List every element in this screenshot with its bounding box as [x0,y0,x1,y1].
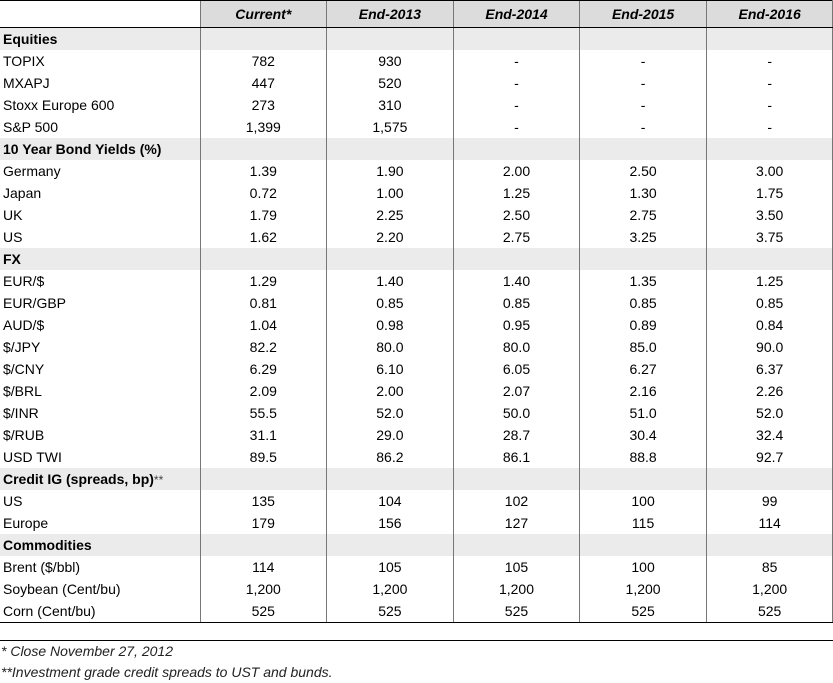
table-cell: 100 [580,490,707,512]
section-title [0,468,200,490]
row-label: $/INR [3,405,39,421]
column-header-label [0,1,200,28]
column-header-end-2015: End-2015 [580,1,707,28]
section-empty-cell [453,28,580,51]
table-cell: 105 [327,556,454,578]
table-row [0,292,833,314]
table-row [0,358,833,380]
table-cell: - [580,116,707,138]
section-title-text: 10 Year Bond Yields (%) [3,141,162,157]
section-empty-cell [453,534,580,556]
footnote-close-date: * Close November 27, 2012 [1,643,173,659]
table-row [0,226,833,248]
section-title-text: Equities [3,31,58,47]
table-cell: 2.00 [327,380,454,402]
table-cell: 31.1 [200,424,327,446]
table-cell: - [706,72,833,94]
table-cell: 105 [453,556,580,578]
row-label: TOPIX [3,53,45,69]
table-cell: 0.81 [200,292,327,314]
section-empty-cell [580,138,707,160]
table-cell: 525 [453,600,580,623]
table-cell: 1.35 [580,270,707,292]
section-title-text: Commodities [3,537,92,553]
table-cell: 0.98 [327,314,454,336]
section-empty-cell [706,138,833,160]
table-cell: 29.0 [327,424,454,446]
table-cell: 2.09 [200,380,327,402]
table-cell: 447 [200,72,327,94]
row-label: Japan [3,185,42,201]
table-cell: 100 [580,556,707,578]
table-cell: 6.29 [200,358,327,380]
table-cell: - [706,94,833,116]
table-cell: 3.25 [580,226,707,248]
section-title-text: FX [3,251,21,267]
table-cell: 2.25 [327,204,454,226]
table-cell: 6.10 [327,358,454,380]
table-row [0,600,833,623]
table-cell: 2.00 [453,160,580,182]
table-cell: 2.20 [327,226,454,248]
table-cell: - [706,116,833,138]
table-cell: 104 [327,490,454,512]
table-cell: 1.39 [200,160,327,182]
table-row [0,50,833,72]
section-empty-cell [327,468,454,490]
section-header-row [0,28,833,51]
row-label: Brent ($/bbl) [3,559,81,575]
footnote-credit-spreads: **Investment grade credit spreads to UST and bunds. [1,664,333,680]
table-cell: 1,200 [706,578,833,600]
row-label: $/RUB [3,427,45,443]
table-cell: 2.75 [580,204,707,226]
table-cell: 85 [706,556,833,578]
section-empty-cell [327,138,454,160]
table-cell: 55.5 [200,402,327,424]
table-cell: 32.4 [706,424,833,446]
section-title [0,138,200,160]
section-empty-cell [327,28,454,51]
section-title [0,28,200,51]
table-row [0,424,833,446]
table-cell: 1.25 [706,270,833,292]
table-cell: 2.26 [706,380,833,402]
table-cell: 525 [706,600,833,623]
column-header-end-2013: End-2013 [327,1,454,28]
table-row [0,72,833,94]
table-cell: - [580,72,707,94]
table-cell: 3.50 [706,204,833,226]
table-cell: 6.37 [706,358,833,380]
row-label: EUR/GBP [3,295,67,311]
table-cell: 6.05 [453,358,580,380]
row-label: $/CNY [3,361,45,377]
table-cell: 1,200 [580,578,707,600]
table-row [0,314,833,336]
table-cell: 930 [327,50,454,72]
table-cell: 90.0 [706,336,833,358]
section-empty-cell [200,468,327,490]
row-label: AUD/$ [3,317,45,333]
table-cell: 1,399 [200,116,327,138]
table-cell: 92.7 [706,446,833,468]
table-cell: 0.95 [453,314,580,336]
table-cell: 0.85 [580,292,707,314]
table-cell: 2.50 [580,160,707,182]
row-label: S&P 500 [3,119,59,135]
section-empty-cell [706,248,833,270]
table-cell: - [580,50,707,72]
section-empty-cell [453,138,580,160]
section-title-text: Credit IG (spreads, bp) [3,471,154,487]
table-row [0,270,833,292]
table-row [0,490,833,512]
section-empty-cell [706,534,833,556]
section-note-marker: ** [153,473,164,487]
table-cell: 135 [200,490,327,512]
table-cell: 273 [200,94,327,116]
table-cell: 1.62 [200,226,327,248]
section-empty-cell [580,248,707,270]
table-cell: - [706,50,833,72]
table-row [0,182,833,204]
table-row [0,512,833,534]
table-row [0,336,833,358]
table-cell: 1.04 [200,314,327,336]
table-cell: 102 [453,490,580,512]
row-label: Soybean (Cent/bu) [3,581,121,597]
table-cell: 0.85 [453,292,580,314]
header-row [0,1,833,28]
table-cell: - [580,94,707,116]
table-cell: 520 [327,72,454,94]
table-cell: 50.0 [453,402,580,424]
table-cell: 6.27 [580,358,707,380]
section-title [0,534,200,556]
table-cell: 1.90 [327,160,454,182]
table-cell: 114 [706,512,833,534]
footnotes [0,640,833,683]
table-cell: 88.8 [580,446,707,468]
section-empty-cell [327,534,454,556]
table-cell: 782 [200,50,327,72]
table-body [0,28,833,623]
table-cell: 179 [200,512,327,534]
column-header-end-2014: End-2014 [453,1,580,28]
table-cell: 1,575 [327,116,454,138]
column-header-end-2016: End-2016 [706,1,833,28]
row-label: Europe [3,515,49,531]
table-cell: 0.84 [706,314,833,336]
row-label: US [3,493,23,509]
table-row [0,116,833,138]
section-header-row [0,468,833,490]
section-empty-cell [327,248,454,270]
column-header-current: Current* [200,1,327,28]
row-label: US [3,229,23,245]
table-cell: 99 [706,490,833,512]
table-cell: 1.25 [453,182,580,204]
table-cell: 28.7 [453,424,580,446]
section-header-row [0,138,833,160]
table-cell: 3.00 [706,160,833,182]
table-cell: 1.79 [200,204,327,226]
table-row [0,204,833,226]
table-cell: 2.75 [453,226,580,248]
table-cell: 89.5 [200,446,327,468]
table-cell: 80.0 [327,336,454,358]
table-cell: 1.40 [327,270,454,292]
table-cell: 114 [200,556,327,578]
table-cell: 1,200 [200,578,327,600]
table-cell: 2.16 [580,380,707,402]
table-cell: 1,200 [453,578,580,600]
row-label: Germany [3,163,61,179]
table-cell: 82.2 [200,336,327,358]
table-row [0,160,833,182]
section-empty-cell [706,28,833,51]
row-label: $/BRL [3,383,42,399]
section-empty-cell [200,248,327,270]
row-label: MXAPJ [3,75,50,91]
row-label: USD TWI [3,449,62,465]
section-title [0,248,200,270]
table-cell: 86.2 [327,446,454,468]
section-header-row [0,248,833,270]
table-cell: 3.75 [706,226,833,248]
section-empty-cell [200,138,327,160]
table-row [0,94,833,116]
table-cell: 52.0 [706,402,833,424]
table-cell: 115 [580,512,707,534]
table-row [0,402,833,424]
row-label: EUR/$ [3,273,45,289]
section-empty-cell [200,28,327,51]
table-cell: 80.0 [453,336,580,358]
row-label: Corn (Cent/bu) [0,600,200,623]
section-empty-cell [200,534,327,556]
table-cell: 85.0 [580,336,707,358]
table-cell: 0.89 [580,314,707,336]
row-label: Stoxx Europe 600 [3,97,115,113]
section-empty-cell [453,468,580,490]
table-cell: 2.07 [453,380,580,402]
table-row [0,380,833,402]
table-cell: 2.50 [453,204,580,226]
row-label: $/JPY [3,339,41,355]
table-cell: - [453,72,580,94]
table-cell: 310 [327,94,454,116]
section-empty-cell [580,534,707,556]
table-cell: 0.85 [327,292,454,314]
table-cell: 156 [327,512,454,534]
table-row [0,556,833,578]
table-cell: 52.0 [327,402,454,424]
section-empty-cell [706,468,833,490]
table-cell: 1.75 [706,182,833,204]
table-cell: 86.1 [453,446,580,468]
table-cell: - [453,94,580,116]
table-cell: 127 [453,512,580,534]
table-cell: 1.30 [580,182,707,204]
section-empty-cell [580,468,707,490]
section-empty-cell [453,248,580,270]
table-cell: 1.40 [453,270,580,292]
section-header-row [0,534,833,556]
table-cell: 51.0 [580,402,707,424]
table-cell: - [453,116,580,138]
table-row [0,446,833,468]
section-empty-cell [580,28,707,51]
table-cell: 0.85 [706,292,833,314]
table-cell: 1,200 [327,578,454,600]
table-cell: 1.00 [327,182,454,204]
table-cell: 525 [200,600,327,623]
table-cell: 525 [327,600,454,623]
row-label: UK [3,207,23,223]
table-cell: - [453,50,580,72]
table-cell: 30.4 [580,424,707,446]
table-cell: 0.72 [200,182,327,204]
table-cell: 1.29 [200,270,327,292]
table-cell: 525 [580,600,707,623]
table-row [0,578,833,600]
